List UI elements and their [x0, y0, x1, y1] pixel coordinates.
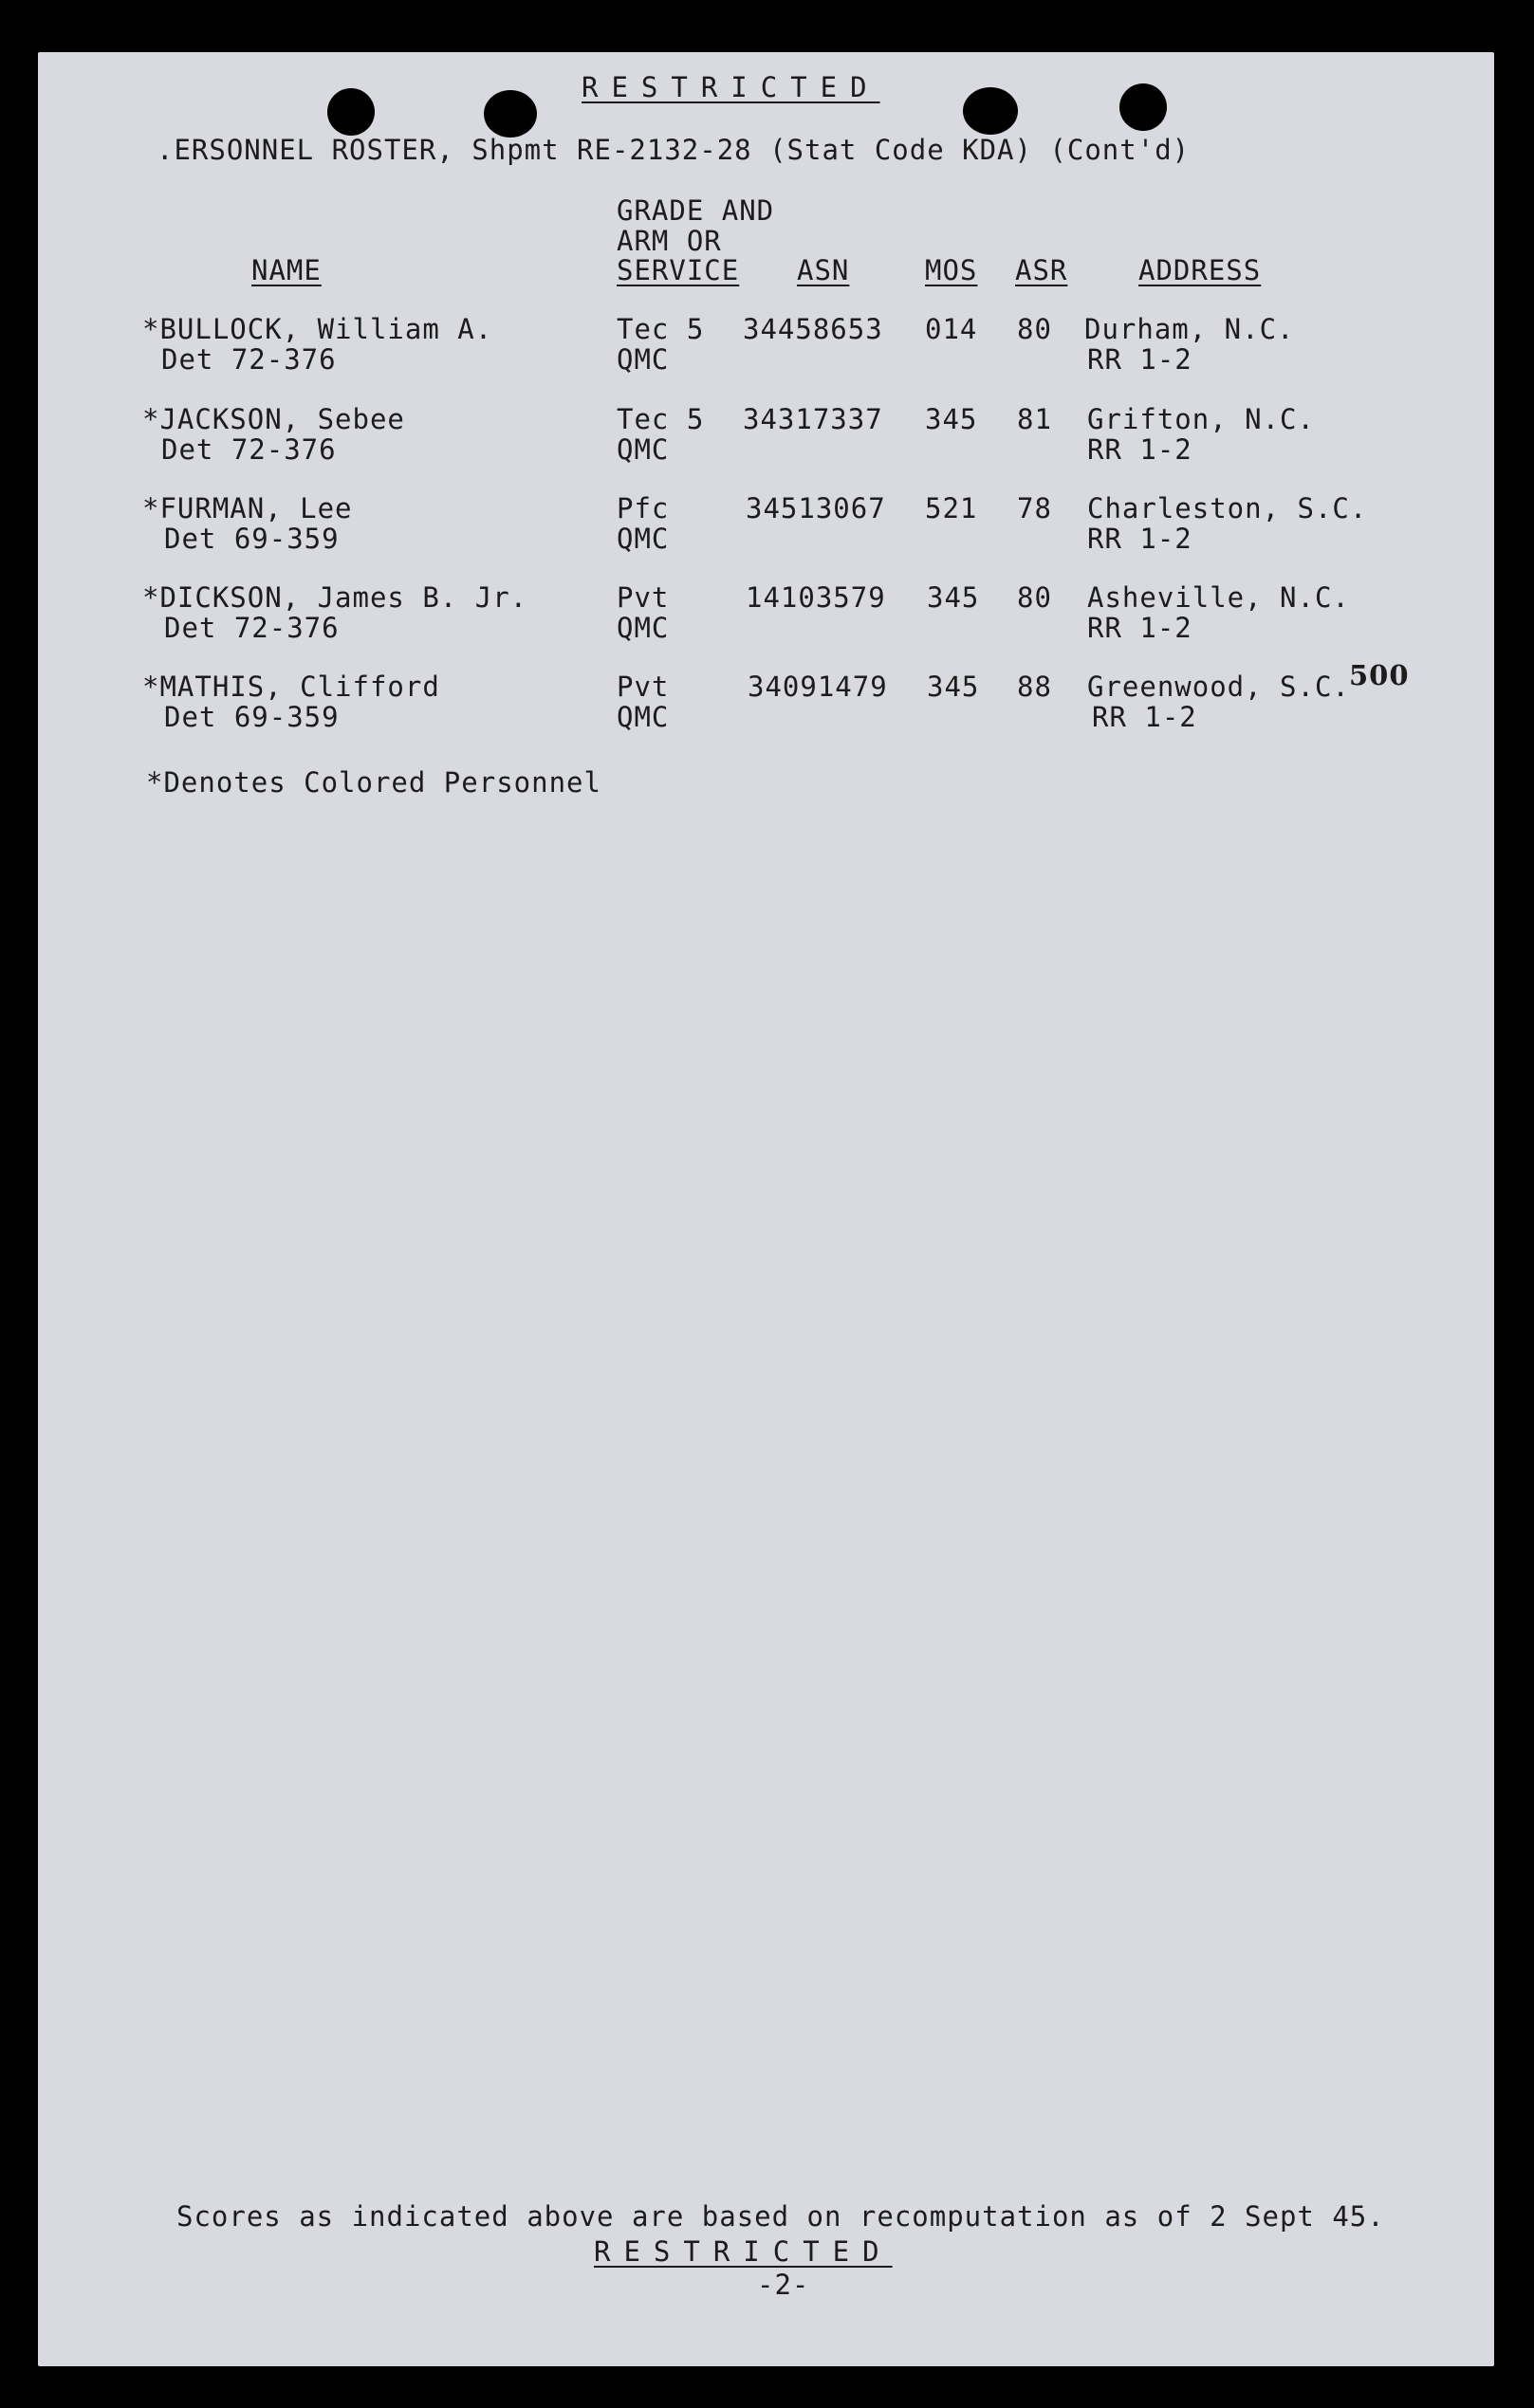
person-route: RR 1-2	[1087, 523, 1192, 555]
person-mos: 345	[925, 403, 978, 435]
top-classification: RESTRICTED	[582, 71, 880, 103]
col-asn: ASN	[797, 254, 850, 286]
table-row	[38, 492, 1494, 568]
person-route: RR 1-2	[1087, 343, 1192, 376]
person-det: Det 72-376	[164, 612, 340, 644]
person-grade: Pvt	[617, 671, 670, 703]
person-city: Asheville, N.C.	[1087, 581, 1350, 614]
person-asn: 34091479	[748, 671, 888, 703]
person-route: RR 1-2	[1087, 612, 1192, 644]
bottom-classification: RESTRICTED	[594, 2235, 893, 2268]
person-asn: 34317337	[743, 403, 883, 435]
document-page	[38, 52, 1494, 2366]
stamp-number: 500	[1349, 659, 1410, 691]
person-service: QMC	[617, 701, 670, 733]
person-mos: 345	[927, 671, 980, 703]
person-name: *FURMAN, Lee	[142, 492, 353, 524]
person-name: *BULLOCK, William A.	[142, 313, 493, 345]
punch-hole	[327, 88, 375, 136]
person-grade: Tec 5	[617, 403, 705, 435]
col-grade-line2: ARM OR	[617, 225, 722, 257]
col-name: NAME	[251, 254, 322, 286]
col-asr: ASR	[1015, 254, 1068, 286]
person-mos: 521	[925, 492, 978, 524]
table-row	[38, 659, 1494, 746]
scores-note: Scores as indicated above are based on recomputation as of 2 Sept 45.	[176, 2200, 1385, 2233]
person-route: RR 1-2	[1092, 701, 1197, 733]
person-det: Det 69-359	[164, 523, 340, 555]
col-mos: MOS	[925, 254, 978, 286]
table-row	[38, 581, 1494, 657]
person-grade: Tec 5	[617, 313, 705, 345]
person-city: Greenwood, S.C.	[1087, 671, 1350, 703]
person-asr: 80	[1017, 313, 1052, 345]
person-service: QMC	[617, 433, 670, 466]
person-asr: 80	[1017, 581, 1052, 614]
col-address: ADDRESS	[1138, 254, 1262, 286]
person-det: Det 72-376	[161, 433, 337, 466]
footnote: *Denotes Colored Personnel	[146, 766, 601, 799]
table-row	[38, 403, 1494, 479]
table-row	[38, 313, 1494, 389]
punch-hole	[963, 87, 1018, 135]
person-grade: Pfc	[617, 492, 670, 524]
person-det: Det 72-376	[161, 343, 337, 376]
person-name: *JACKSON, Sebee	[142, 403, 405, 435]
person-asn: 14103579	[746, 581, 886, 614]
page-title: .ERSONNEL ROSTER, Shpmt RE-2132-28 (Stat Code KDA) (Cont'd)	[157, 134, 1191, 166]
person-name: *DICKSON, James B. Jr.	[142, 581, 528, 614]
person-service: QMC	[617, 523, 670, 555]
person-city: Charleston, S.C.	[1087, 492, 1368, 524]
punch-hole	[1119, 83, 1167, 131]
person-route: RR 1-2	[1087, 433, 1192, 466]
punch-hole	[484, 90, 537, 138]
person-city: Grifton, N.C.	[1087, 403, 1315, 435]
person-asr: 78	[1017, 492, 1052, 524]
col-grade-line1: GRADE AND	[617, 194, 775, 227]
person-asr: 88	[1017, 671, 1052, 703]
person-service: QMC	[617, 612, 670, 644]
person-asn: 34513067	[746, 492, 886, 524]
person-service: QMC	[617, 343, 670, 376]
col-grade-line3: SERVICE	[617, 254, 740, 286]
person-mos: 345	[927, 581, 980, 614]
person-city: Durham, N.C.	[1084, 313, 1295, 345]
person-det: Det 69-359	[164, 701, 340, 733]
person-name: *MATHIS, Clifford	[142, 671, 440, 703]
person-asr: 81	[1017, 403, 1052, 435]
person-grade: Pvt	[617, 581, 670, 614]
person-asn: 34458653	[743, 313, 883, 345]
page-number: -2-	[757, 2269, 810, 2301]
person-mos: 014	[925, 313, 978, 345]
